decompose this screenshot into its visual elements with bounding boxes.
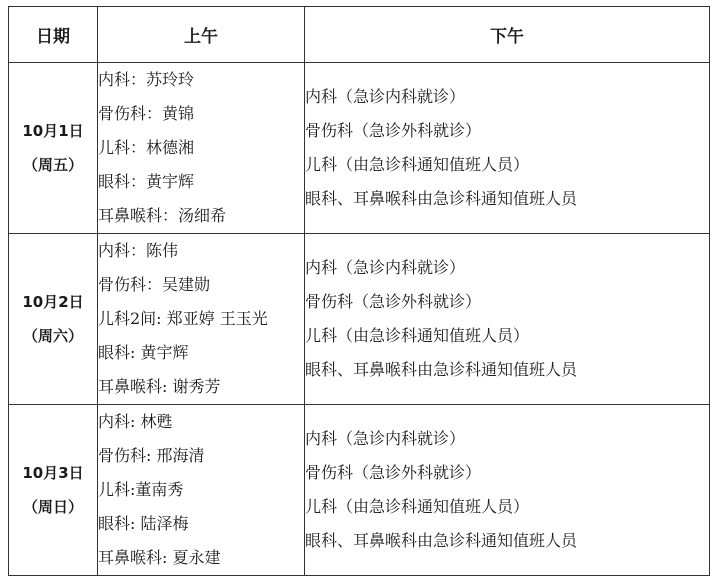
morning-duty-line: 儿科2间: 郑亚婷 王玉光 bbox=[98, 309, 268, 328]
date-cell bbox=[9, 234, 98, 405]
date-label: 10月3日 bbox=[22, 464, 84, 482]
afternoon-duty-line: 儿科（由急诊科通知值班人员） bbox=[305, 155, 530, 174]
weekday-label: （周日） bbox=[22, 498, 83, 516]
weekday-label: （周五） bbox=[22, 156, 83, 174]
afternoon-duty-line: 骨伤科（急诊外科就诊） bbox=[305, 121, 482, 140]
afternoon-duty-line: 眼科、耳鼻喉科由急诊科通知值班人员 bbox=[305, 531, 578, 550]
table-row bbox=[9, 234, 710, 405]
morning-duty-line: 儿科：林德湘 bbox=[98, 138, 195, 157]
table-row bbox=[9, 405, 710, 576]
afternoon-cell bbox=[305, 63, 710, 234]
date-label: 10月1日 bbox=[22, 122, 84, 140]
afternoon-duty-line: 内科（急诊内科就诊） bbox=[305, 429, 466, 448]
afternoon-duty-line: 骨伤科（急诊外科就诊） bbox=[305, 292, 482, 311]
date-cell bbox=[9, 405, 98, 576]
morning-cell bbox=[98, 234, 305, 405]
afternoon-duty-line: 眼科、耳鼻喉科由急诊科通知值班人员 bbox=[305, 360, 578, 379]
morning-duty-line: 耳鼻喉科: 谢秀芳 bbox=[98, 377, 221, 396]
morning-duty-line: 眼科：黄宇辉 bbox=[98, 172, 195, 191]
afternoon-duty-line: 儿科（由急诊科通知值班人员） bbox=[305, 497, 530, 516]
date-label: 10月2日 bbox=[22, 293, 84, 311]
morning-cell bbox=[98, 63, 305, 234]
afternoon-duty-line: 内科（急诊内科就诊） bbox=[305, 258, 466, 277]
morning-duty-line: 眼科: 黄宇辉 bbox=[98, 343, 189, 362]
morning-duty-line: 内科：苏玲玲 bbox=[98, 70, 195, 89]
morning-duty-line: 骨伤科: 邢海清 bbox=[98, 446, 205, 465]
table-row bbox=[9, 63, 710, 234]
morning-cell bbox=[98, 405, 305, 576]
morning-duty-line: 内科：陈伟 bbox=[98, 241, 179, 260]
afternoon-duty-line: 眼科、耳鼻喉科由急诊科通知值班人员 bbox=[305, 189, 578, 208]
afternoon-duty-line: 内科（急诊内科就诊） bbox=[305, 87, 466, 106]
morning-duty-line: 内科: 林甦 bbox=[98, 412, 173, 431]
morning-duty-line: 骨伤科：黄锦 bbox=[98, 104, 195, 123]
header-row bbox=[9, 7, 710, 63]
afternoon-duty-line: 骨伤科（急诊外科就诊） bbox=[305, 463, 482, 482]
morning-duty-line: 儿科:董南秀 bbox=[98, 480, 184, 499]
afternoon-duty-line: 儿科（由急诊科通知值班人员） bbox=[305, 326, 530, 345]
afternoon-cell bbox=[305, 234, 710, 405]
header-morning: 上午 bbox=[98, 7, 305, 63]
date-cell bbox=[9, 63, 98, 234]
morning-duty-line: 骨伤科：吴建勋 bbox=[98, 275, 211, 294]
duty-schedule-table bbox=[8, 6, 710, 576]
morning-duty-line: 耳鼻喉科：汤细希 bbox=[98, 206, 227, 225]
weekday-label: （周六） bbox=[22, 327, 83, 345]
morning-duty-line: 眼科: 陆泽梅 bbox=[98, 514, 189, 533]
header-date: 日期 bbox=[9, 7, 98, 63]
afternoon-cell bbox=[305, 405, 710, 576]
morning-duty-line: 耳鼻喉科: 夏永建 bbox=[98, 548, 221, 567]
header-afternoon: 下午 bbox=[305, 7, 710, 63]
